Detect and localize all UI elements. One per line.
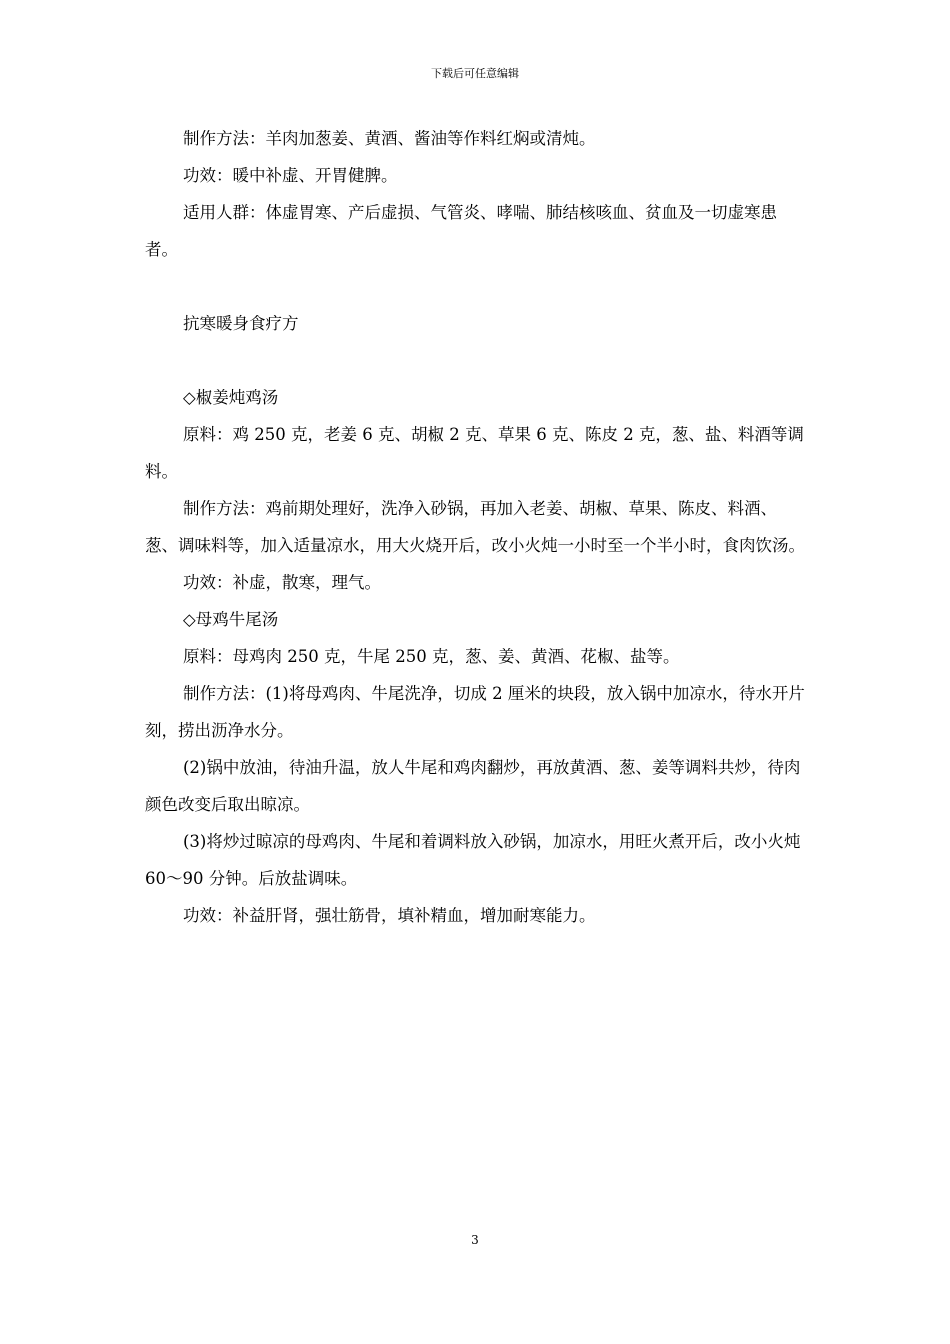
spacer [145, 342, 809, 379]
section-title: 抗寒暖身食疗方 [183, 314, 299, 333]
recipe-2-method-step-3: (3)将炒过晾凉的母鸡肉、牛尾和着调料放入砂锅，加凉水，用旺火煮开后，改小火炖 60～90 分钟。后放盐调味。 [145, 832, 801, 888]
spacer [145, 268, 809, 305]
method-paragraph: 制作方法：羊肉加葱姜、黄酒、酱油等作料红焖或清炖。 [183, 129, 596, 148]
page-number: 3 [471, 1233, 479, 1247]
recipe-1-title: ◇椒姜炖鸡汤 [183, 388, 279, 407]
recipe-2-title: ◇母鸡牛尾汤 [183, 610, 279, 629]
recipe-2-ingredients: 原料：母鸡肉 250 克，牛尾 250 克，葱、姜、黄酒、花椒、盐等。 [183, 647, 680, 666]
recipe-1-ingredients: 原料：鸡 250 克，老姜 6 克、胡椒 2 克、草果 6 克、陈皮 2 克，葱、盐、料酒等调料。 [145, 425, 804, 481]
recipe-2-method-step-1: 制作方法：(1)将母鸡肉、牛尾洗净，切成 2 厘米的块段，放入锅中加凉水，待水开片刻，捞出沥净水分。 [145, 684, 805, 740]
effect-paragraph: 功效：暖中补虚、开胃健脾。 [183, 166, 398, 185]
page-header: 下载后可任意编辑 [431, 67, 519, 80]
applicable-people-paragraph: 适用人群：体虚胃寒、产后虚损、气管炎、哮喘、肺结核咳血、贫血及一切虚寒患者。 [145, 203, 777, 259]
recipe-1-method: 制作方法：鸡前期处理好，洗净入砂锅，再加入老姜、胡椒、草果、陈皮、料酒、葱、调味料等，加入适量凉水，用大火烧开后，改小火炖一小时至一个半小时，食肉饮汤。 [145, 499, 805, 555]
document-body [145, 120, 809, 934]
recipe-1-effect: 功效：补虚，散寒，理气。 [183, 573, 381, 592]
recipe-2-effect: 功效：补益肝肾，强壮筋骨，填补精血，增加耐寒能力。 [183, 906, 596, 925]
recipe-2-method-step-2: (2)锅中放油，待油升温，放人牛尾和鸡肉翻炒，再放黄酒、葱、姜等调料共炒，待肉颜色改变后取出晾凉。 [145, 758, 801, 814]
